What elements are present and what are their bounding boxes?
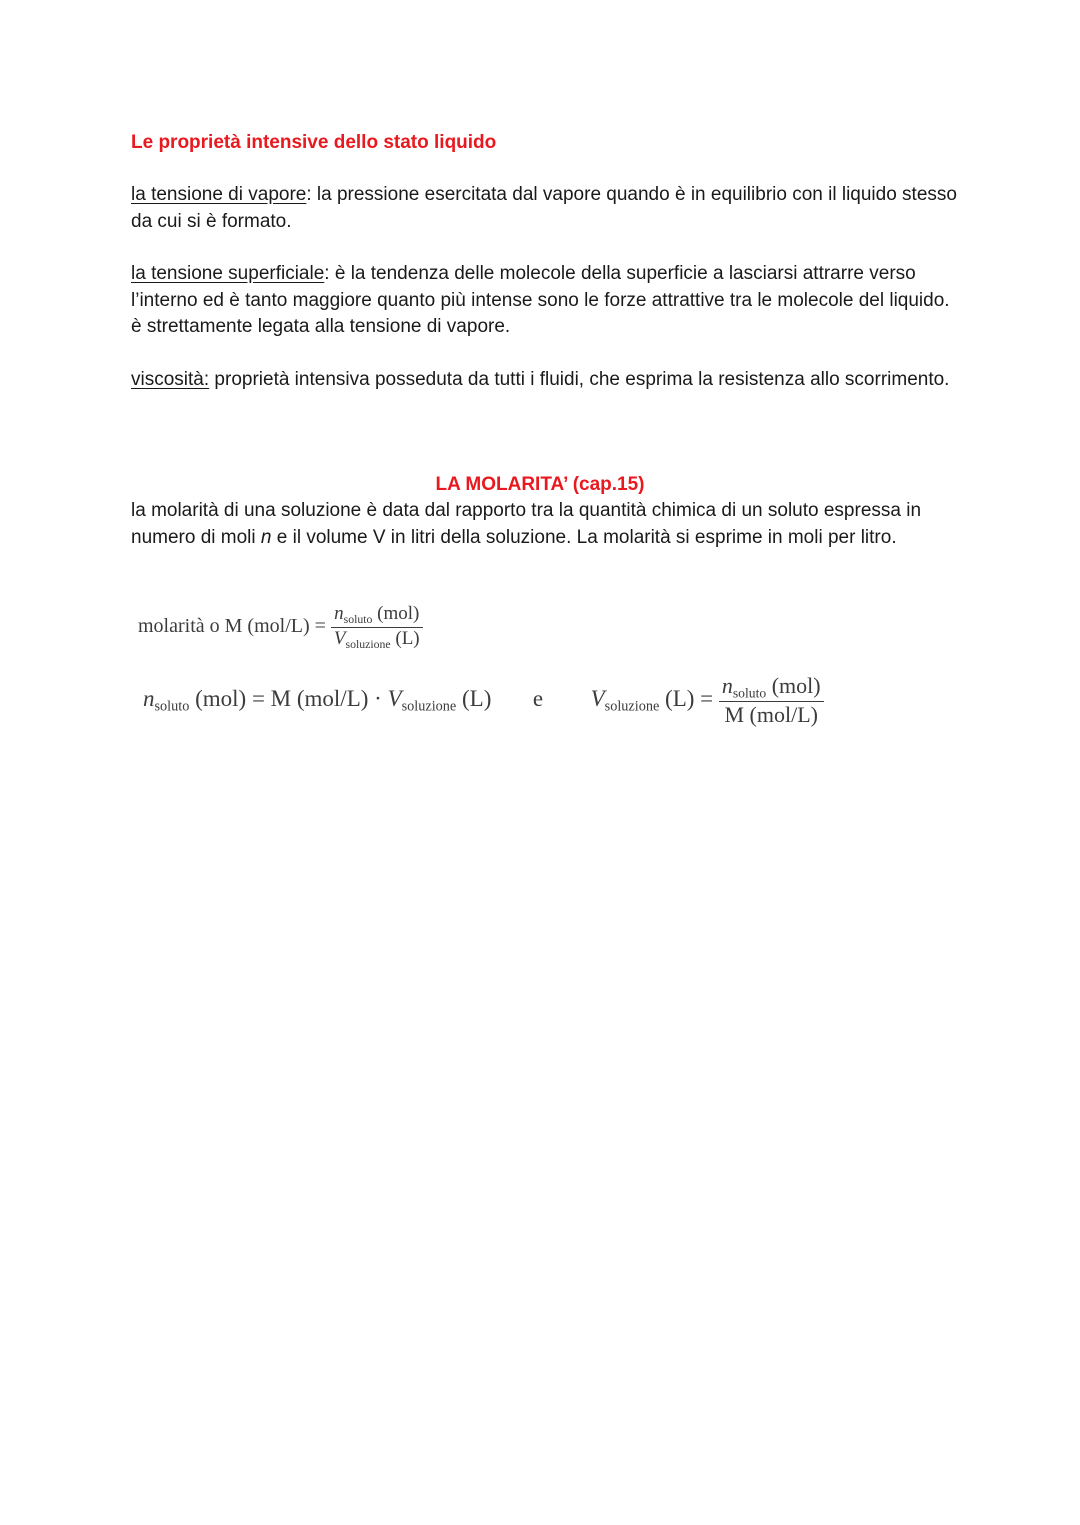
paragraph-surface-tension (131, 261, 961, 341)
term-surface-tension: la tensione superficiale (131, 263, 325, 284)
formula-molarity-definition (138, 603, 423, 652)
fraction-numerator: $n_{soluto}$ (mol) (331, 603, 423, 628)
term-viscosity: viscosità: (131, 369, 210, 390)
definition-viscosity: proprietà intensiva posseduta da tutti i fluidi, che esprima la resistenza allo scorrimento. (209, 369, 950, 390)
fraction-denominator: $V_{soluzione}$ (L) (333, 627, 420, 651)
symbol-n: n (260, 526, 272, 548)
fraction-denominator: M (mol/L) (724, 702, 818, 728)
paragraph-vapor-pressure (131, 182, 961, 235)
definition-vapor-pressure: : la pressione esercitata dal vapore quando è in equilibrio con il liquido stesso da cui si è formato. (131, 184, 957, 232)
paragraph-viscosity (131, 367, 961, 394)
section-title-molarity: LA MOLARITA’ (cap.15) (435, 474, 645, 495)
formula-conjunction: e (532, 685, 544, 711)
formula-derived-relations (143, 673, 824, 728)
definition-surface-tension: : è la tendenza delle molecole della superficie a lasciarsi attrarre verso l’interno ed è tanto maggiore quanto più intense sono le forze attrattive tra le molecole del liquido. è strettamente legata alla tensione di vapore. (131, 263, 950, 337)
term-vapor-pressure: la tensione di vapore (131, 184, 307, 205)
formula-moles: $n_{soluto}$ (mol) = M $(mol/L) \cdot V_{soluzione}$ (L) (143, 685, 492, 715)
formula-lhs: molarità o M (mol/L) = (138, 614, 326, 637)
section-title-liquid-properties: Le proprietà intensive dello stato liquido (131, 132, 497, 153)
formula-volume: $V_{soluzione}$ (L) = $\frac{n_{soluto} (mol)}{\text{M (mol/L)}}$ (591, 686, 824, 711)
fraction-volume (719, 673, 824, 728)
fraction-numerator: $n_{soluto}$ (mol) (719, 673, 824, 702)
fraction-molarity (331, 603, 423, 652)
paragraph-molarity-definition: la molarità di una soluzione è data dal rapporto tra la quantità chimica di un soluto espressa in numero di moli n e il volume V in litri della soluzione. La molarità si esprime in moli per litro. (131, 500, 922, 548)
